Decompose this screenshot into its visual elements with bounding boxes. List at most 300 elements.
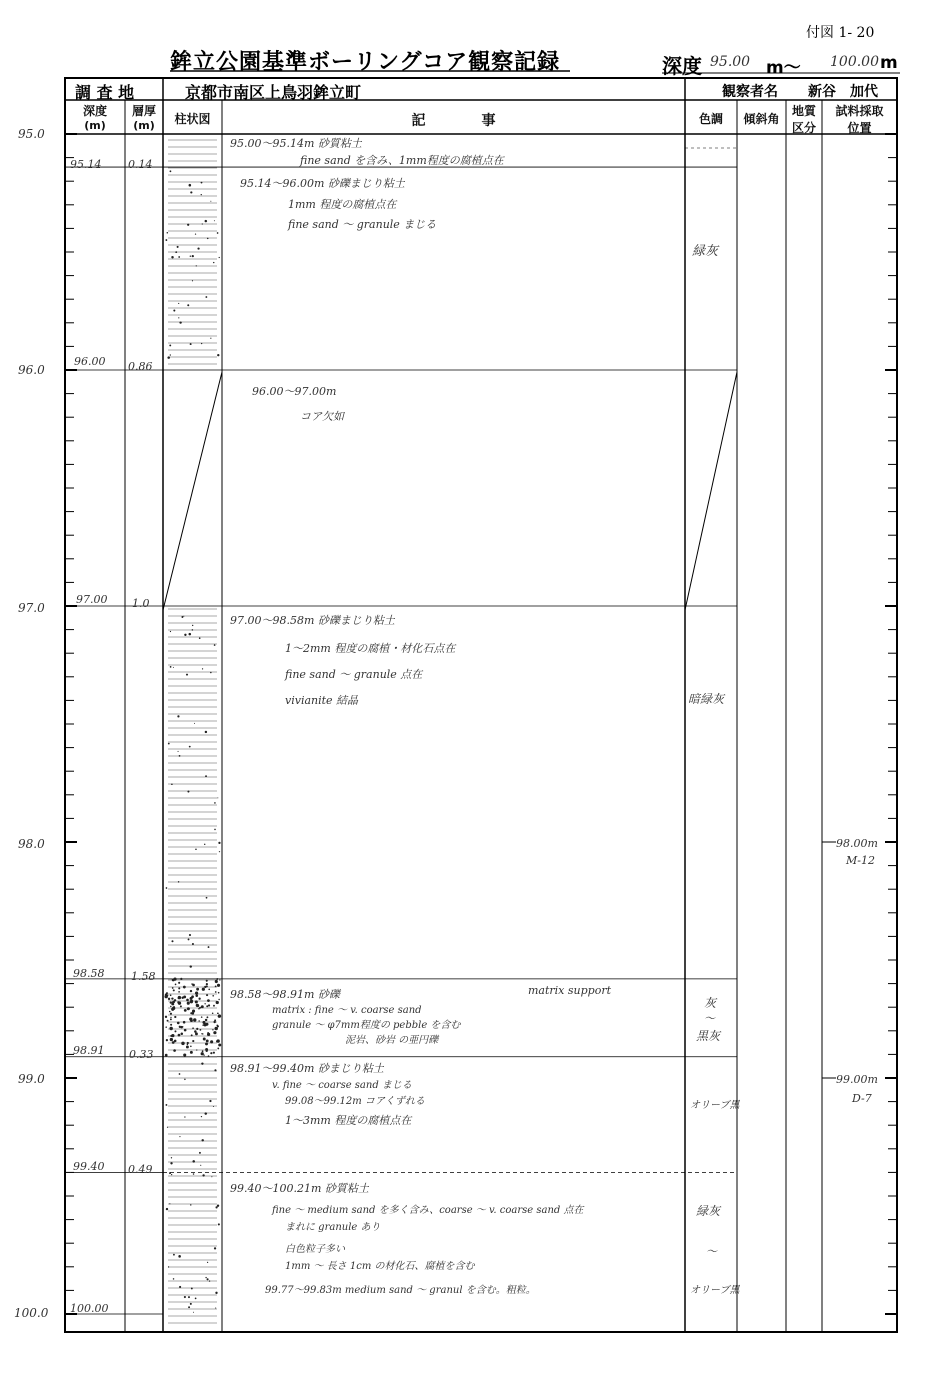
gravel-dot [210,201,211,202]
note-line: 1〜2mm 程度の腐植・材化石点在 [285,642,456,655]
gravel-dot [208,1004,210,1006]
gravel-dot [212,1029,213,1030]
gravel-dot [205,731,207,733]
color-text: 灰 [704,996,717,1010]
gravel-dot [191,983,193,985]
col-description-header: 記 事 [411,113,496,129]
gravel-dot [173,1278,175,1280]
note-line: fine sand を含み、1mm程度の腐植点在 [300,154,504,167]
gravel-dot [205,220,207,222]
gravel-dot [208,1055,210,1057]
gravel-dot [169,1027,172,1030]
gravel-dot [169,1203,170,1204]
scale-label: 95.0 [18,127,45,141]
gravel-dot [206,1016,208,1018]
col-sample-label-a: 試料採取 [835,104,884,118]
gravel-dot [167,232,169,234]
gravel-dot [205,1277,206,1278]
gravel-dot [170,1024,172,1026]
gravel-dot [215,1027,218,1030]
gravel-dot [214,1069,216,1071]
gravel-dot [190,1303,192,1305]
gravel-dot [172,987,174,989]
gravel-dot [200,1029,202,1031]
gravel-dot [171,783,173,785]
gravel-dot [204,1003,205,1004]
col-dip-header: 傾斜角 [743,112,780,126]
sample-depth: 98.00m [836,837,878,850]
gravel-dot [186,999,189,1002]
gravel-dot [171,1157,172,1158]
layer-thickness: 0.33 [129,1048,154,1061]
gravel-dot [186,674,188,676]
gravel-dot [189,184,192,187]
gravel-dot [191,1034,193,1036]
gravel-dot [193,1018,196,1021]
gravel-dot [178,997,180,999]
gravel-dot [189,934,191,936]
gravel-dot [187,304,189,306]
gravel-dot [214,802,216,804]
gravel-dot [181,997,183,999]
gravel-dot [205,1023,208,1026]
gravel-dot [206,994,208,996]
gravel-dot [216,1024,218,1026]
gravel-dot [187,1002,190,1005]
gravel-dot [187,1042,189,1044]
gravel-dot [193,1173,195,1175]
gravel-dot [213,1031,216,1034]
gravel-dot [173,310,175,312]
gravel-dot [190,1046,192,1048]
gravel-dot [165,239,167,241]
col-thickness-unit: (m) [133,119,155,132]
gravel-dot [192,1000,193,1001]
gravel-dot [210,338,211,339]
gravel-dot [174,1016,176,1018]
gravel-dot [201,1139,203,1141]
gravel-dot [197,247,199,249]
gravel-dot [180,1026,183,1029]
note-line: コア欠如 [300,410,344,423]
gravel-dot [206,1005,208,1007]
note-line: 白色粒子多い [285,1244,345,1255]
color-text: 黒灰 [696,1029,721,1043]
col-sample-label-b: 位置 [847,121,872,135]
color-text: 緑灰 [692,244,719,259]
gravel-dot [218,1223,220,1225]
gravel-dot [174,1030,176,1032]
gravel-dot [195,1032,198,1035]
gravel-dot [192,1160,195,1163]
gravel-dot [194,1030,197,1033]
gravel-dot [170,631,171,632]
note-line: v. fine 〜 coarse sand まじる [272,1080,412,1091]
gravel-dot [188,1296,190,1298]
gravel-dot [178,751,179,752]
layer-depth: 95.14 [70,158,102,171]
note-line: 1〜3mm 程度の腐植点在 [285,1114,412,1127]
gravel-dot [166,1040,167,1041]
gravel-dot [177,246,179,248]
gravel-dot [169,1172,171,1174]
gravel-dot [202,988,205,991]
layer-thickness: 1.0 [132,597,150,610]
gravel-dot [179,1026,181,1028]
gravel-dot [166,1208,168,1210]
gravel-dot [172,978,175,981]
note-line: fine sand 〜 granule 点在 [285,668,423,681]
scale-label: 97.0 [18,601,45,615]
gravel-dot [175,984,177,986]
gravel-dot [192,629,194,631]
gravel-dot [170,666,172,668]
gravel-dot [201,1062,203,1064]
gravel-dot [195,994,198,997]
gravel-dot [216,1039,219,1042]
gravel-dot [170,354,171,355]
gravel-dot [216,1001,219,1004]
gravel-dot [166,1104,168,1106]
observer-value: 新谷 加代 [808,84,878,100]
gravel-dot [207,238,209,240]
gravel-dot [183,616,184,617]
scale-label: 98.0 [18,837,45,851]
layer-thickness: 0.86 [128,360,153,373]
gravel-dot [218,842,220,844]
gravel-dot [186,1046,189,1049]
gravel-dot [219,257,220,258]
gravel-dot [206,980,208,982]
gravel-dot [178,317,179,318]
gravel-dot [190,1019,193,1022]
observer-label: 観察者名 [722,84,778,100]
gravel-dot [219,851,220,852]
gravel-dot [170,1038,173,1041]
gravel-dot [184,1296,186,1298]
color-text: 暗緑灰 [688,692,725,706]
gravel-dot [181,1032,183,1034]
gravel-dot [202,1050,204,1052]
color-text: 緑灰 [696,1204,721,1218]
gravel-dot [202,1025,203,1026]
gravel-dot [194,723,195,724]
gravel-dot [192,280,193,281]
gravel-dot [178,1001,181,1004]
gravel-dot [178,1255,181,1258]
gravel-dot [190,343,192,345]
gravel-dot [207,1278,209,1280]
site-label: 調 査 地 [75,83,135,102]
gravel-dot [184,1009,187,1012]
note-line: 98.58〜98.91m 砂礫 [230,988,340,1001]
col-depth-unit: (m) [84,119,106,132]
gravel-dot [184,1029,187,1032]
gravel-dot [183,986,186,989]
depth-from: 95.00 [710,54,751,70]
gravel-dot [214,1247,216,1249]
gravel-dot [184,1079,185,1080]
gravel-dot [179,1073,181,1075]
note-line: 96.00〜97.00m [252,385,337,398]
gravel-dot [214,829,216,831]
gravel-dot [167,1127,168,1128]
gravel-dot [218,1014,221,1017]
note-line: vivianite 結晶 [285,694,359,707]
note-line: matrix : fine 〜 v. coarse sand [272,1005,422,1016]
gravel-dot [219,979,220,980]
note-line: 99.40〜100.21m 砂質粘土 [230,1182,369,1195]
gravel-dot [205,296,207,298]
gravel-dot [214,220,215,221]
gravel-dot [205,775,207,777]
gravel-dot [179,755,181,757]
col-thickness-header [125,102,163,132]
gravel-dot [199,1007,201,1009]
note-line: 99.08〜99.12m コアくずれる [285,1096,425,1107]
gravel-dot [213,1052,215,1054]
gravel-dot [179,321,181,323]
gravel-dot [205,1042,208,1045]
gravel-dot [190,191,192,193]
note-line: 97.00〜98.58m 砂礫まじり粘土 [230,614,395,627]
gravel-dot [201,194,202,195]
gravel-dot [170,1035,172,1037]
gravel-dot [170,1013,172,1015]
scale-label: 100.0 [14,1306,49,1320]
layer-depth: 98.91 [73,1044,105,1057]
gravel-dot [214,644,216,646]
gravel-dot [188,938,190,940]
depth-range-label: 深度 [662,54,702,78]
gravel-dot [192,1040,194,1042]
gravel-dot [177,715,179,717]
gravel-dot [184,634,186,636]
gravel-dot [198,1020,199,1021]
gravel-dot [201,1052,204,1055]
gravel-dot [191,1288,193,1290]
gravel-dot [201,1005,204,1008]
gravel-dot [217,232,219,234]
gravel-dot [215,1307,216,1308]
gravel-dot [205,1112,207,1114]
gravel-dot [171,1174,172,1175]
gravel-dot [165,1016,167,1018]
gravel-dot [208,989,210,991]
page-title: 鉾立公園基準ボーリングコア観察記録 [170,50,561,75]
sample-depth: 99.00m [836,1073,878,1086]
gravel-dot [195,992,198,995]
gravel-dot [213,262,214,263]
gravel-dot [178,987,180,989]
gravel-dot [210,1052,212,1054]
depth-to: 100.00 [830,54,879,70]
gravel-dot [173,667,174,668]
col-column-header: 柱状図 [174,112,211,126]
gravel-dot [217,1048,219,1050]
gravel-dot [178,991,180,993]
col-thickness-label: 層厚 [131,104,156,118]
gravel-dot [212,1012,214,1014]
gravel-dot [170,1006,171,1007]
note-line: まれに granule あり [285,1222,381,1233]
gravel-dot [172,1001,175,1004]
gravel-dot [171,256,173,258]
gravel-dot [169,344,171,346]
depth-unit: m [880,53,898,73]
gravel-dot [218,999,219,1000]
gravel-dot [170,170,172,172]
gravel-dot [167,356,170,359]
gravel-dot [207,1262,208,1263]
gravel-dot [205,1019,207,1021]
gravel-dot [173,1049,176,1052]
gravel-dot [178,256,180,258]
note-line: 95.14〜96.00m 砂礫まじり粘土 [240,177,405,190]
gravel-dot [217,1012,219,1014]
note-line: 95.00〜95.14m 砂質粘土 [230,137,362,150]
gravel-dot [173,989,175,991]
gravel-dot [218,992,220,994]
gravel-dot [215,986,217,988]
gravel-dot [215,1206,217,1208]
gravel-dot [212,995,214,997]
gravel-dot [171,940,173,942]
figure-number: 付図 1- 20 [806,25,875,41]
scale-label: 96.0 [18,363,45,377]
gravel-dot [208,946,210,948]
gravel-dot [184,1116,185,1117]
color-text: 〜 [704,1012,715,1025]
gravel-dot [178,303,179,304]
gravel-dot [206,983,208,985]
gravel-dot [202,223,203,224]
color-text: オリーブ黒 [690,1100,740,1111]
gravel-dot [168,743,170,745]
sample-id: M-12 [846,854,875,867]
gravel-dot [195,233,196,234]
gravel-dot [196,988,199,991]
gravel-dot [211,1176,212,1177]
col-unit-header [786,102,822,136]
gravel-dot [207,999,210,1002]
gravel-dot [209,1280,210,1281]
note-line: granule 〜 φ7mm程度の pebble を含む [272,1020,461,1031]
gravel-dot [206,897,208,899]
gravel-dot [173,1254,175,1256]
gravel-dot [218,1043,221,1046]
gravel-dot [190,1012,192,1014]
gravel-dot [217,984,220,987]
depth-unit-separator: m〜 [766,58,801,78]
note-line: fine 〜 medium sand を多く含み、coarse 〜 v. coarse sand 点在 [272,1205,584,1216]
gravel-dot [166,994,168,996]
gravel-dot [187,224,189,226]
gravel-dot [190,965,192,967]
gravel-dot [202,668,203,669]
gravel-dot [178,1034,181,1037]
gravel-dot [213,1106,214,1107]
gravel-dot [180,1005,182,1007]
gravel-dot [188,1306,190,1308]
col-depth-label: 深度 [82,104,107,118]
note-line: 泥岩、砂岩 の亜円礫 [345,1035,439,1046]
gravel-dot [201,182,203,184]
gravel-dot [170,1017,171,1018]
gravel-dot [196,1001,198,1003]
site-value: 京都市南区上鳥羽鉾立町 [185,83,362,102]
gravel-dot [190,990,192,992]
gravel-dot [178,982,180,984]
layer-thickness: 1.58 [131,970,156,983]
gravel-dot [180,978,182,980]
gravel-dot [192,943,194,945]
color-text: オリーブ黒 [690,1285,740,1296]
note-line: 99.77〜99.83m medium sand 〜 granul を含む。粗粒。 [265,1285,536,1296]
gravel-dot [200,1165,201,1166]
gravel-dot [173,1006,175,1008]
gravel-dot [203,1038,206,1041]
layer-depth: 98.58 [73,967,105,980]
scale-label: 99.0 [18,1072,45,1086]
gravel-dot [215,980,218,983]
gravel-dot [189,633,192,636]
gravel-dot [213,1005,215,1007]
gravel-dot [217,797,218,798]
gravel-dot [175,251,177,253]
gravel-dot [170,994,172,996]
gravel-dot [215,1292,217,1294]
col-color-header: 色調 [698,112,723,126]
layer-depth: 100.00 [70,1302,109,1315]
gravel-dot [181,1042,184,1045]
col-depth-header [65,102,125,132]
sample-id: D-7 [852,1092,872,1105]
gravel-dot [196,1028,198,1030]
gravel-dot [207,1033,210,1036]
gravel-dot [190,256,191,257]
gravel-dot [187,791,189,793]
color-text: 〜 [706,1245,717,1258]
gravel-dot [179,1136,180,1137]
col-unit-label-a: 地質 [791,104,816,118]
gravel-dot [177,1022,180,1025]
note-line: 1mm 程度の腐植点在 [288,198,397,211]
gravel-dot [204,844,205,845]
gravel-dot [170,1162,172,1164]
gravel-dot [193,1312,194,1313]
layer-thickness: 0.49 [128,1163,153,1176]
gravel-dot [183,1021,186,1024]
note-line: 1mm 〜 長さ 1cm の材化石、腐植を含む [285,1261,475,1272]
gravel-dot [171,997,173,999]
gravel-dot [183,1053,186,1056]
gravel-dot [189,746,191,748]
gravel-dot [195,1298,197,1300]
gravel-dot [190,1051,193,1054]
gravel-dot [201,1116,202,1117]
col-sample-header [822,102,897,136]
gravel-dot [206,985,208,987]
gravel-dot [196,265,197,266]
gravel-dot [201,1033,202,1034]
gravel-dot [205,1048,208,1051]
gravel-dot [202,1174,204,1176]
col-unit-label-b: 区分 [791,121,816,135]
gravel-dot [168,1266,169,1267]
gravel-dot [170,1018,172,1020]
gravel-dot [215,991,217,993]
